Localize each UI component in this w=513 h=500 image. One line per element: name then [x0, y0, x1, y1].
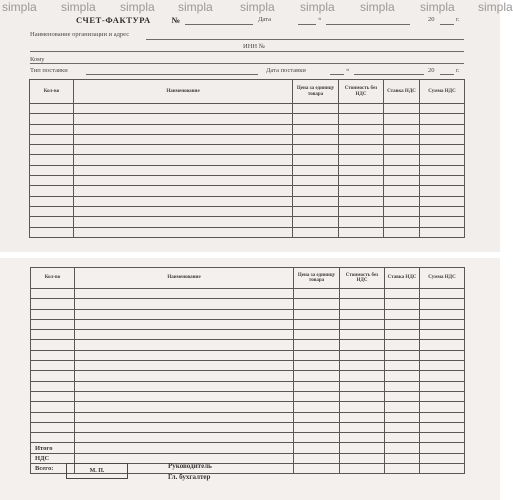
total-label: Итого [31, 443, 75, 453]
table-cell[interactable] [385, 330, 420, 340]
table-cell[interactable] [293, 134, 339, 144]
table-cell[interactable] [420, 422, 465, 432]
table-cell[interactable] [339, 196, 384, 206]
table-cell[interactable] [420, 350, 465, 360]
table-cell[interactable] [420, 371, 465, 381]
table-cell[interactable] [294, 340, 340, 350]
table-cell[interactable] [385, 319, 420, 329]
table-cell[interactable] [385, 412, 420, 422]
table-cell[interactable] [293, 155, 339, 165]
watermark-text: simpla [178, 0, 213, 14]
table-cell[interactable] [75, 402, 294, 412]
table-cell[interactable] [31, 391, 75, 401]
delivery-date-label: Дата поставки [266, 67, 306, 74]
table-row [31, 391, 465, 401]
table-cell[interactable] [420, 124, 465, 134]
total-cell[interactable] [420, 443, 465, 453]
stamp-box: М. П. [66, 463, 128, 479]
watermark-text: simpla [120, 0, 155, 14]
inn-label: ИНН № [243, 43, 265, 50]
table-cell[interactable] [340, 433, 385, 443]
table-row [30, 217, 465, 227]
table-cell[interactable] [74, 196, 293, 206]
org-field[interactable] [146, 39, 464, 40]
to-field[interactable] [30, 63, 464, 64]
table-cell[interactable] [385, 422, 420, 432]
table-cell[interactable] [74, 176, 293, 186]
table-cell[interactable] [339, 145, 384, 155]
table-row [31, 361, 465, 371]
bottom-column-header: Ставка НДС [385, 268, 420, 289]
delivery-quote-open: « [346, 66, 350, 73]
table-cell[interactable] [31, 412, 75, 422]
items-table-bottom [30, 267, 465, 474]
table-cell[interactable] [31, 340, 75, 350]
table-row [31, 319, 465, 329]
table-cell[interactable] [31, 350, 75, 360]
table-cell[interactable] [420, 319, 465, 329]
table-cell[interactable] [30, 134, 74, 144]
table-cell[interactable] [74, 155, 293, 165]
table-cell[interactable] [420, 309, 465, 319]
table-cell[interactable] [31, 299, 75, 309]
table-cell[interactable] [75, 330, 294, 340]
table-cell[interactable] [420, 299, 465, 309]
table-row [30, 186, 465, 196]
table-cell[interactable] [294, 361, 340, 371]
table-cell[interactable] [75, 371, 294, 381]
table-row [31, 299, 465, 309]
table-cell[interactable] [340, 340, 385, 350]
table-cell[interactable] [340, 299, 385, 309]
table-cell[interactable] [31, 371, 75, 381]
invoice-number-sign: № [171, 15, 181, 25]
total-cell[interactable] [340, 443, 385, 453]
grand-total-cell[interactable] [420, 464, 465, 474]
date-month-field[interactable] [326, 24, 410, 25]
table-cell[interactable] [30, 206, 74, 216]
table-cell[interactable] [420, 145, 465, 155]
table-cell[interactable] [340, 422, 385, 432]
watermark-text: simpla [61, 0, 96, 14]
table-row [31, 309, 465, 319]
table-cell[interactable] [74, 217, 293, 227]
table-cell[interactable] [30, 145, 74, 155]
delivery-year-prefix: 20 [428, 67, 435, 74]
table-cell[interactable] [74, 104, 293, 114]
grand-total-cell[interactable] [340, 464, 385, 474]
table-cell[interactable] [30, 155, 74, 165]
table-cell[interactable] [74, 165, 293, 175]
invoice-title [76, 15, 181, 25]
date-label: Дата [258, 16, 271, 23]
table-row [31, 433, 465, 443]
table-cell[interactable] [340, 391, 385, 401]
table-cell[interactable] [340, 361, 385, 371]
table-cell[interactable] [75, 319, 294, 329]
table-cell[interactable] [293, 196, 339, 206]
table-cell[interactable] [420, 114, 465, 124]
top-column-header: Сумма НДС [420, 80, 465, 104]
table-cell[interactable] [339, 155, 384, 165]
table-row [30, 114, 465, 124]
watermark-text: simpla [300, 0, 335, 14]
table-cell[interactable] [384, 196, 420, 206]
top-column-header: Ставка НДС [384, 80, 420, 104]
bottom-column-header: Кол-во [31, 268, 75, 289]
table-cell[interactable] [384, 124, 420, 134]
table-cell[interactable] [385, 371, 420, 381]
table-cell[interactable] [420, 381, 465, 391]
table-cell[interactable] [385, 289, 420, 299]
table-cell[interactable] [30, 217, 74, 227]
watermark-text: simpla [420, 0, 455, 14]
table-cell[interactable] [294, 309, 340, 319]
table-cell[interactable] [294, 402, 340, 412]
table-cell[interactable] [31, 330, 75, 340]
table-cell[interactable] [74, 145, 293, 155]
table-row [30, 155, 465, 165]
table-cell[interactable] [385, 350, 420, 360]
table-cell[interactable] [74, 114, 293, 124]
table-cell[interactable] [340, 309, 385, 319]
table-row [30, 124, 465, 134]
date-year-prefix: 20 [428, 16, 435, 23]
table-cell[interactable] [294, 350, 340, 360]
table-cell[interactable] [339, 206, 384, 216]
table-cell[interactable] [384, 217, 420, 227]
table-cell[interactable] [340, 381, 385, 391]
table-cell[interactable] [339, 227, 384, 237]
table-cell[interactable] [384, 165, 420, 175]
table-cell[interactable] [384, 227, 420, 237]
table-cell[interactable] [75, 309, 294, 319]
table-cell[interactable] [30, 165, 74, 175]
table-cell[interactable] [385, 433, 420, 443]
bottom-column-header: Цена за единицу товара [294, 268, 340, 289]
date-quote-open: « [318, 15, 322, 22]
delivery-year-field[interactable] [440, 74, 454, 75]
table-cell[interactable] [31, 433, 75, 443]
table-cell[interactable] [75, 340, 294, 350]
table-cell[interactable] [420, 289, 465, 299]
table-cell[interactable] [74, 206, 293, 216]
inn-field[interactable] [30, 51, 464, 52]
table-cell[interactable] [294, 319, 340, 329]
table-cell[interactable] [420, 196, 465, 206]
delivery-day-field[interactable] [330, 74, 344, 75]
table-cell[interactable] [294, 330, 340, 340]
table-cell[interactable] [75, 289, 294, 299]
top-column-header: Наименование [74, 80, 293, 104]
table-cell[interactable] [31, 309, 75, 319]
table-cell[interactable] [420, 104, 465, 114]
table-row [30, 176, 465, 186]
grand-total-label: Всего: [31, 464, 75, 474]
director-signature-label: Руководитель [168, 462, 212, 470]
table-cell[interactable] [420, 340, 465, 350]
table-cell[interactable] [293, 104, 339, 114]
table-cell[interactable] [340, 371, 385, 381]
table-cell[interactable] [385, 402, 420, 412]
table-cell[interactable] [340, 402, 385, 412]
table-cell[interactable] [75, 381, 294, 391]
table-cell[interactable] [75, 412, 294, 422]
table-cell[interactable] [385, 299, 420, 309]
table-cell[interactable] [294, 289, 340, 299]
table-cell[interactable] [74, 124, 293, 134]
table-row [30, 165, 465, 175]
table-cell[interactable] [31, 361, 75, 371]
org-label: Наименование организации и адрес [30, 31, 130, 38]
watermark-text: simpla [240, 0, 275, 14]
delivery-type-field[interactable] [86, 74, 258, 75]
vat-row [31, 453, 465, 463]
table-cell[interactable] [339, 165, 384, 175]
table-row [31, 412, 465, 422]
table-cell[interactable] [420, 391, 465, 401]
table-cell[interactable] [31, 289, 75, 299]
table-cell[interactable] [340, 350, 385, 360]
table-cell[interactable] [384, 114, 420, 124]
table-row [31, 350, 465, 360]
table-cell[interactable] [30, 104, 74, 114]
table-row [30, 145, 465, 155]
table-cell[interactable] [384, 186, 420, 196]
table-cell[interactable] [339, 104, 384, 114]
vat-cell[interactable] [385, 453, 420, 463]
table-cell[interactable] [340, 330, 385, 340]
delivery-month-field[interactable] [354, 74, 424, 75]
table-cell[interactable] [294, 433, 340, 443]
table-cell[interactable] [75, 422, 294, 432]
table-cell[interactable] [31, 402, 75, 412]
table-cell[interactable] [294, 412, 340, 422]
table-cell[interactable] [294, 422, 340, 432]
table-cell[interactable] [385, 361, 420, 371]
table-cell[interactable] [74, 227, 293, 237]
table-row [30, 206, 465, 216]
table-cell[interactable] [420, 155, 465, 165]
table-cell[interactable] [420, 433, 465, 443]
table-row [30, 134, 465, 144]
table-cell[interactable] [384, 155, 420, 165]
table-row [31, 340, 465, 350]
table-cell[interactable] [420, 412, 465, 422]
bottom-column-header: Сумма НДС [420, 268, 465, 289]
table-cell[interactable] [385, 391, 420, 401]
table-cell[interactable] [293, 227, 339, 237]
table-cell[interactable] [31, 319, 75, 329]
bottom-column-header: Наименование [75, 268, 294, 289]
table-cell[interactable] [420, 134, 465, 144]
table-row [31, 330, 465, 340]
table-cell[interactable] [30, 114, 74, 124]
table-cell[interactable] [293, 165, 339, 175]
total-row [31, 443, 465, 453]
table-row [31, 422, 465, 432]
table-cell[interactable] [384, 206, 420, 216]
accountant-signature-label: Гл. бухгалтер [168, 473, 211, 481]
table-row [31, 371, 465, 381]
table-cell[interactable] [293, 176, 339, 186]
watermark-text: simpla [360, 0, 395, 14]
bottom-column-header: Стоимость без НДС [340, 268, 385, 289]
table-cell[interactable] [293, 124, 339, 134]
invoice-number-field[interactable] [185, 24, 253, 25]
top-column-header: Кол-во [30, 80, 74, 104]
table-cell[interactable] [339, 176, 384, 186]
table-cell[interactable] [385, 340, 420, 350]
grand-total-cell[interactable] [385, 464, 420, 474]
table-cell[interactable] [384, 176, 420, 186]
table-cell[interactable] [384, 145, 420, 155]
table-cell[interactable] [294, 381, 340, 391]
table-cell[interactable] [420, 402, 465, 412]
table-cell[interactable] [339, 114, 384, 124]
table-cell[interactable] [31, 422, 75, 432]
table-row [30, 227, 465, 237]
table-cell[interactable] [420, 206, 465, 216]
table-cell[interactable] [293, 217, 339, 227]
table-cell[interactable] [420, 186, 465, 196]
date-year-field[interactable] [440, 24, 454, 25]
table-cell[interactable] [30, 124, 74, 134]
table-cell[interactable] [75, 299, 294, 309]
delivery-type-label: Тип поставки [30, 67, 68, 74]
total-cell[interactable] [294, 443, 340, 453]
table-cell[interactable] [30, 227, 74, 237]
total-cell[interactable] [385, 443, 420, 453]
vat-cell[interactable] [420, 453, 465, 463]
table-cell[interactable] [420, 217, 465, 227]
items-table-top [29, 79, 465, 238]
table-cell[interactable] [339, 134, 384, 144]
table-row [30, 104, 465, 114]
vat-cell[interactable] [340, 453, 385, 463]
top-column-header: Стоимость без НДС [339, 80, 384, 104]
table-cell[interactable] [294, 391, 340, 401]
table-cell[interactable] [384, 134, 420, 144]
table-cell[interactable] [293, 206, 339, 216]
table-row [31, 381, 465, 391]
table-cell[interactable] [340, 289, 385, 299]
table-cell[interactable] [384, 104, 420, 114]
table-row [31, 402, 465, 412]
total-cell[interactable] [75, 443, 294, 453]
table-row [30, 196, 465, 206]
table-cell[interactable] [74, 186, 293, 196]
table-cell[interactable] [385, 309, 420, 319]
vat-label: НДС [31, 453, 75, 463]
table-cell[interactable] [294, 299, 340, 309]
table-cell[interactable] [294, 371, 340, 381]
table-cell[interactable] [293, 145, 339, 155]
delivery-year-suffix: г. [456, 67, 460, 74]
to-label: Кому [30, 56, 45, 63]
grand-total-cell[interactable] [294, 464, 340, 474]
table-cell[interactable] [293, 114, 339, 124]
table-cell[interactable] [385, 381, 420, 391]
date-year-suffix: г. [456, 16, 460, 23]
table-cell[interactable] [293, 186, 339, 196]
table-cell[interactable] [340, 319, 385, 329]
table-cell[interactable] [30, 176, 74, 186]
table-cell[interactable] [420, 227, 465, 237]
table-cell[interactable] [340, 412, 385, 422]
date-day-field[interactable] [298, 24, 316, 25]
table-cell[interactable] [420, 330, 465, 340]
table-cell[interactable] [420, 176, 465, 186]
table-row [31, 289, 465, 299]
table-cell[interactable] [31, 381, 75, 391]
table-cell[interactable] [75, 433, 294, 443]
table-cell[interactable] [75, 350, 294, 360]
watermark-text: simpla [2, 0, 37, 14]
watermark-text: simpla [478, 0, 513, 14]
table-cell[interactable] [74, 134, 293, 144]
table-cell[interactable] [339, 124, 384, 134]
table-cell[interactable] [75, 391, 294, 401]
table-cell[interactable] [420, 361, 465, 371]
table-cell[interactable] [30, 196, 74, 206]
invoice-title-text: СЧЕТ-ФАКТУРА [76, 15, 151, 25]
table-cell[interactable] [420, 165, 465, 175]
watermark-row [0, 0, 513, 14]
table-cell[interactable] [30, 186, 74, 196]
table-cell[interactable] [339, 217, 384, 227]
top-column-header: Цена за единицу товара [293, 80, 339, 104]
table-cell[interactable] [339, 186, 384, 196]
vat-cell[interactable] [294, 453, 340, 463]
table-cell[interactable] [75, 361, 294, 371]
